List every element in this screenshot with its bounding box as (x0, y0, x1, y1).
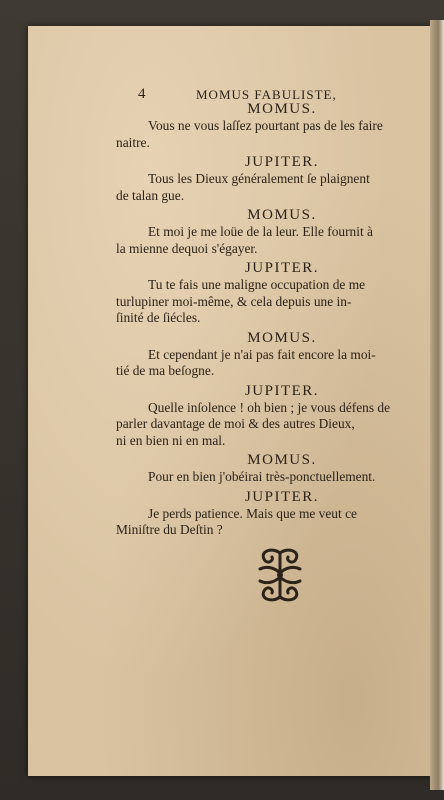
speech-line: Pour en bien j'obéirai très-ponctuellement. (148, 469, 376, 484)
speech (116, 118, 432, 151)
speech-line: ſinité de ſiécles. (116, 310, 201, 325)
speech-line: Tous les Dieux généralement ſe plaignent (148, 171, 370, 186)
page-number: 4 (138, 86, 146, 102)
speaker-heading: JUPITER. (244, 382, 320, 399)
speech-line: Et moi je me loüe de la leur. Elle fournit à (148, 224, 373, 239)
speech (116, 505, 432, 539)
speaker-heading: JUPITER. (244, 154, 320, 170)
page-edge (430, 20, 444, 790)
speech-line: Tu te fais une maligne occupation de me (148, 277, 366, 292)
speaker-heading: JUPITER. (244, 260, 320, 276)
speaker-heading: MOMUS. (247, 207, 317, 223)
speech-line: de talan gue. (116, 187, 185, 203)
speaker-heading: JUPITER. (244, 488, 320, 505)
speech-line: Je perds patience. Mais que me veut ce (148, 505, 357, 521)
speech-line: Quelle inſolence ! oh bien ; je vous défens de (148, 399, 391, 415)
speech-line: Miniſtre du Deſtin ? (116, 522, 223, 537)
speech (116, 277, 432, 327)
speech-line: Et cependant je n'ai pas fait encore la moi- (148, 346, 376, 362)
dialogue-text (116, 100, 432, 541)
speech-line: Vous ne vous laſſez pourtant pas de les faire (148, 118, 383, 133)
speech (116, 171, 432, 204)
speech (116, 346, 432, 380)
speech (132, 469, 432, 486)
speaker-heading: MOMUS. (247, 101, 317, 117)
speech-line: ni en bien ni en mal. (116, 432, 226, 448)
speech-line: parler davantage de moi & des autres Dieux, (116, 416, 355, 431)
speech (116, 224, 432, 257)
speech (116, 399, 432, 450)
speaker-heading: MOMUS. (247, 329, 317, 346)
fleuron-icon (250, 545, 310, 605)
speech-line: la mienne dequoi s'égayer. (116, 240, 258, 256)
speech-line: turlupiner moi-même, & cela depuis une in- (116, 293, 352, 309)
speaker-heading: MOMUS. (247, 452, 317, 468)
speech-line: naitre. (116, 134, 150, 150)
running-head: MOMUS FABULISTE, (196, 87, 337, 102)
speech-line: tié de ma beſogne. (116, 363, 215, 378)
